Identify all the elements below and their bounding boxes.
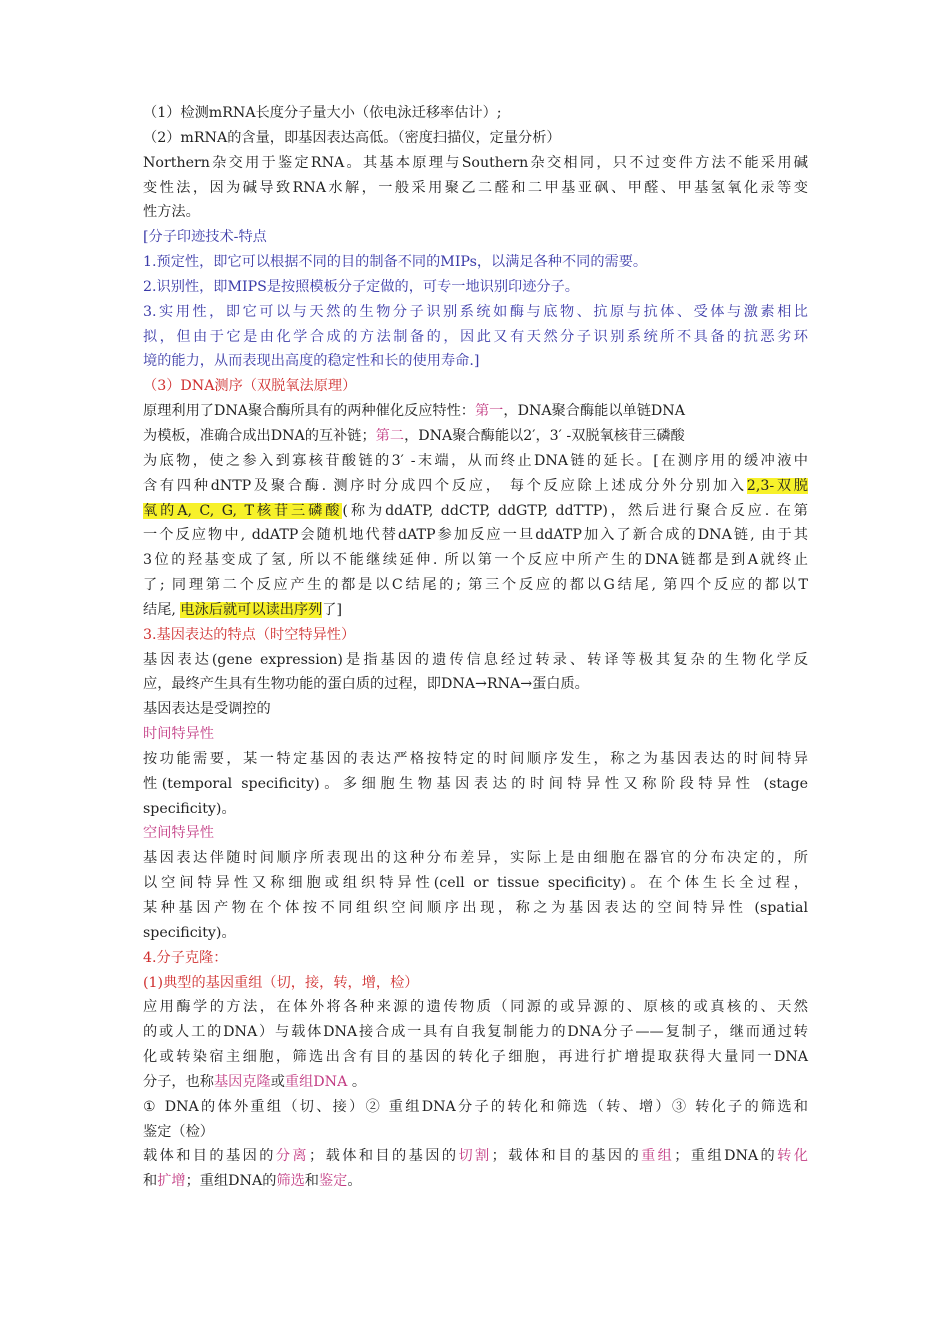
text-line xyxy=(143,995,808,1020)
text-line xyxy=(143,151,808,176)
text-segment: 和 xyxy=(143,1173,158,1190)
text-line xyxy=(143,623,808,648)
text-segment: 分子，也称 xyxy=(143,1073,214,1090)
text-line xyxy=(143,200,808,225)
text-segment: 重组DNA xyxy=(284,1073,348,1090)
text-segment: 为模板，准确合成出DNA的互补链； xyxy=(143,427,376,444)
text-segment: （2）mRNA的含量，即基因表达高低。（密度扫描仪，定量分析） xyxy=(143,129,561,146)
text-segment: 第二 xyxy=(375,427,405,444)
text-segment: (1)典型的基因重组（切，接，转，增，检） xyxy=(143,974,419,991)
text-line xyxy=(143,598,808,623)
text-segment: 空间特异性 xyxy=(143,825,214,842)
text-line xyxy=(143,349,808,374)
text-segment: 性方法。 xyxy=(143,204,200,221)
text-segment: ，DNA聚合酶能以单链DNA xyxy=(503,403,685,420)
text-line xyxy=(143,126,808,151)
text-segment: 基因表达伴随时间顺序所表现出的这种分布差异，实际上是由细胞在器官的分布决定的，所 xyxy=(143,850,808,867)
text-segment: 3.基因表达的特点（时空特异性） xyxy=(143,626,356,643)
text-line xyxy=(143,1020,808,1045)
text-segment: 性(temporal specificity)。多细胞生物基因表达的时间特异性又称阶段特异性 (stage xyxy=(143,775,808,792)
text-segment: 。 xyxy=(347,1173,362,1190)
text-segment: specificity)。 xyxy=(143,800,236,817)
text-segment: ，DNA聚合酶能以2′，3′ -双脱氧核苷三磷酸 xyxy=(404,427,685,444)
text-line xyxy=(143,499,808,524)
text-segment: 按功能需要，某一特定基因的表达严格按特定的时间顺序发生，称之为基因表达的时间特异 xyxy=(143,750,808,767)
text-segment: (称为ddATP, ddCTP, ddGTP, ddTTP)，然后进行聚合反应. 在第 xyxy=(342,502,808,519)
document-page xyxy=(143,101,808,1194)
text-segment: specificity)。 xyxy=(143,924,236,941)
text-line xyxy=(143,225,808,250)
text-line xyxy=(143,797,808,822)
text-segment: 第一 xyxy=(474,403,504,420)
text-line xyxy=(143,399,808,424)
text-line xyxy=(143,921,808,946)
text-segment: 扩增 xyxy=(157,1173,186,1190)
text-segment: 鉴定 xyxy=(318,1173,348,1190)
text-segment: 应用酶学的方法，在体外将各种来源的遗传物质（同源的或异源的、原核的或真核的、天然 xyxy=(143,999,808,1016)
text-line xyxy=(143,722,808,747)
text-segment: 拟，但由于它是由化学合成的方法制备的，因此又有天然分子识别系统所不具备的抗恶劣环 xyxy=(143,328,808,345)
text-segment: 3位的羟基变成了氢, 所以不能继续延伸. 所以第一个反应中所产生的DNA链都是到A就终止 xyxy=(143,552,808,569)
text-segment: ① DNA的体外重组（切、接）② 重组DNA分子的转化和筛选（转、增）③ 转化子的筛选和 xyxy=(143,1098,808,1115)
text-segment: 化或转染宿主细胞，筛选出含有目的基因的转化子细胞，再进行扩增提取获得大量同一DNA xyxy=(143,1049,808,1066)
text-line xyxy=(143,648,808,673)
text-line xyxy=(143,697,808,722)
text-line xyxy=(143,176,808,201)
text-line xyxy=(143,1070,808,1095)
text-segment: Northern杂交用于鉴定RNA。其基本原理与Southern杂交相同，只不过变件方法不能采用碱 xyxy=(143,154,808,171)
text-line xyxy=(143,325,808,350)
text-segment: 基因表达是受调控的 xyxy=(143,701,271,718)
text-line xyxy=(143,1045,808,1070)
text-line xyxy=(143,101,808,126)
text-line xyxy=(143,946,808,971)
text-line xyxy=(143,896,808,921)
text-segment: 结尾, xyxy=(143,601,181,618)
text-segment: 了; 同理第二个反应产生的都是以C结尾的; 第三个反应的都以G结尾, 第四个反应的都以T xyxy=(143,577,808,594)
text-line xyxy=(143,747,808,772)
text-segment: 含有四种dNTP及聚合酶. 测序时分成四个反应， 每个反应除上述成分外分别加入 xyxy=(143,477,747,494)
text-line xyxy=(143,275,808,300)
text-line xyxy=(143,672,808,697)
text-line xyxy=(143,424,808,449)
text-line xyxy=(143,846,808,871)
text-segment: 重组 xyxy=(641,1148,675,1165)
text-line xyxy=(143,300,808,325)
text-segment: 基因克隆 xyxy=(213,1073,271,1090)
text-segment: ；重组DNA的 xyxy=(674,1148,778,1165)
text-segment: [分子印迹技术-特点 xyxy=(143,229,267,246)
text-segment: 境的能力，从而表现出高度的稳定性和长的使用寿命.] xyxy=(143,353,480,370)
text-segment: 为底物，使之参入到寡核苷酸链的3′ -末端，从而终止DNA链的延长。[在测序用的缓冲液中 xyxy=(143,452,808,469)
text-line xyxy=(143,449,808,474)
text-line xyxy=(143,772,808,797)
text-segment: 应，最终产生具有生物功能的蛋白质的过程，即DNA→RNA→蛋白质。 xyxy=(143,676,589,693)
text-segment: 切割 xyxy=(458,1148,492,1165)
text-segment: 分离 xyxy=(275,1148,310,1165)
text-segment: 3.实用性，即它可以与天然的生物分子识别系统如酶与底物、抗原与抗体、受体与激素相比 xyxy=(143,303,808,320)
text-segment: ；载体和目的基因的 xyxy=(491,1148,642,1165)
text-segment: 时间特异性 xyxy=(143,726,214,743)
text-segment: 变性法，因为碱导致RNA水解，一般采用聚乙二醛和二甲基亚砜、甲醛、甲基氢氧化汞等变 xyxy=(143,179,808,196)
text-line xyxy=(143,1095,808,1120)
text-segment: 或 xyxy=(270,1073,285,1090)
text-segment: 1.预定性，即它可以根据不同的目的制备不同的MIPs，以满足各种不同的需要。 xyxy=(143,254,648,271)
text-segment: ；重组DNA的 xyxy=(185,1173,277,1190)
text-segment: 筛选 xyxy=(276,1173,305,1190)
text-line xyxy=(143,523,808,548)
highlighted-text: 氧的A, C, G, T核苷三磷酸 xyxy=(143,502,343,519)
text-segment: ；载体和目的基因的 xyxy=(309,1148,459,1165)
text-segment: 以空间特异性又称细胞或组织特异性(cell or tissue specificity)。在个体生长全过程， xyxy=(143,875,808,892)
text-line xyxy=(143,821,808,846)
text-line xyxy=(143,971,808,996)
text-segment: 基因表达(gene expression)是指基因的遗传信息经过转录、转译等极其复杂的生物化学反 xyxy=(143,651,808,668)
text-segment: 一个反应物中, ddATP会随机地代替dATP参加反应一旦ddATP加入了新合成的DNA链, 由于其 xyxy=(143,527,808,544)
text-line xyxy=(143,1144,808,1169)
text-segment: 转化 xyxy=(777,1148,808,1165)
text-segment: 的或人工的DNA）与载体DNA接合成一具有自我复制能力的DNA分子——复制子，继而通过转 xyxy=(143,1024,808,1041)
text-line xyxy=(143,573,808,598)
text-segment: （1）检测mRNA长度分子量大小（依电泳迁移率估计）; xyxy=(143,105,502,121)
text-segment: 4.分子克隆： xyxy=(143,949,228,966)
highlighted-text: 电泳后就可以读出序列 xyxy=(180,601,323,618)
text-segment: 了] xyxy=(322,601,343,618)
text-line xyxy=(143,1169,808,1194)
text-segment: 鉴定（检） xyxy=(143,1123,214,1140)
text-segment: 原理利用了DNA聚合酶所具有的两种催化反应特性： xyxy=(143,403,475,420)
text-segment: 和 xyxy=(304,1173,319,1190)
text-line xyxy=(143,474,808,499)
text-segment: 载体和目的基因的 xyxy=(143,1148,276,1165)
text-line xyxy=(143,374,808,399)
text-segment: （3）DNA测序（双脱氧法原理） xyxy=(143,378,357,395)
text-line xyxy=(143,871,808,896)
text-segment: 某种基因产物在个体按不同组织空间顺序出现，称之为基因表达的空间特异性 (spatial xyxy=(143,900,808,916)
text-line xyxy=(143,548,808,573)
text-line xyxy=(143,250,808,275)
text-segment: 2.识别性，即MIPS是按照模板分子定做的，可专一地识别印迹分子。 xyxy=(143,278,579,295)
highlighted-text: 2,3-双脱 xyxy=(746,477,808,494)
text-segment: 。 xyxy=(347,1073,367,1090)
text-line xyxy=(143,1120,808,1145)
